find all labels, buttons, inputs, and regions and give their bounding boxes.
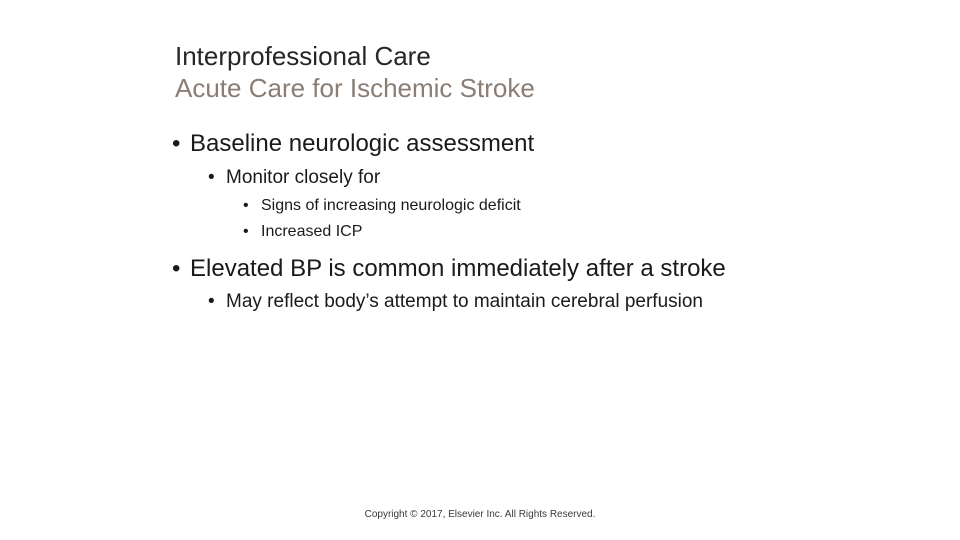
bullet-dot-icon: • [208, 291, 215, 312]
bullet-item [208, 166, 380, 190]
bullet-item [172, 254, 726, 284]
copyright-footer: Copyright © 2017, Elsevier Inc. All Rights Reserved. [364, 509, 596, 520]
bullet-dot-icon: • [172, 255, 181, 282]
slide-subtitle: Acute Care for Ischemic Stroke [175, 73, 535, 103]
bullet-item [243, 196, 521, 216]
bullet-item [172, 129, 534, 159]
bullet-dot-icon: • [172, 130, 181, 157]
bullet-item [243, 222, 362, 242]
slide-title: Interprofessional Care [175, 41, 431, 71]
bullet-text: Baseline neurologic assessment [190, 130, 535, 157]
bullet-text: Signs of increasing neurologic deficit [261, 197, 521, 214]
bullet-dot-icon: • [243, 223, 249, 240]
title-block [175, 40, 875, 104]
bullet-dot-icon: • [243, 197, 249, 214]
bullet-text: May reflect body’s attempt to maintain cerebral perfusion [226, 291, 703, 312]
bullet-text: Increased ICP [261, 223, 363, 240]
bullet-item [208, 290, 703, 314]
bullet-text: Monitor closely for [226, 167, 381, 188]
bullet-text: Elevated BP is common immediately after a stroke [190, 255, 726, 282]
bullet-dot-icon: • [208, 167, 215, 188]
